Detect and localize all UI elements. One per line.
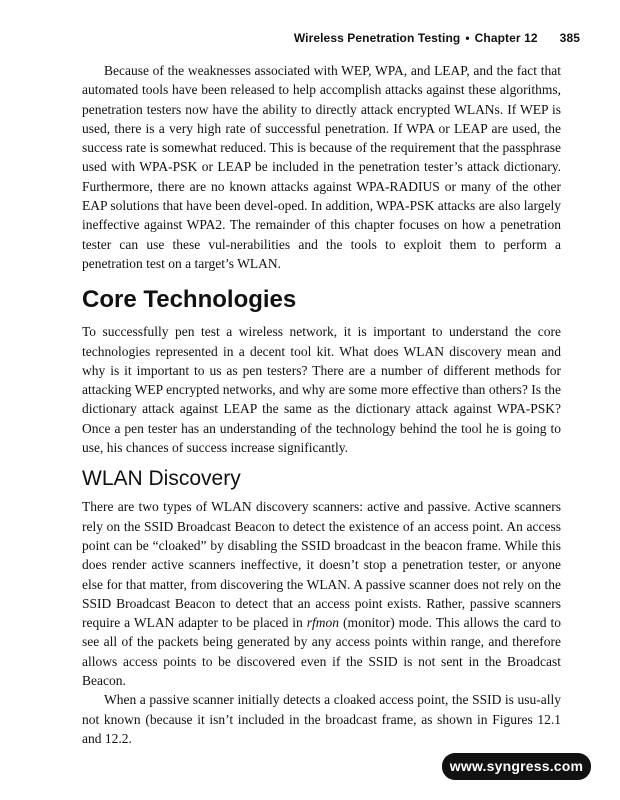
rfmon-term: rfmon <box>306 615 340 631</box>
paragraph-text: (monitor) mode. This allows the card to see all of the packets being generated by any access points within range, and therefore allows access points to be discovered even if the SSID is not sent in the Broadcast Beacon. <box>82 615 561 689</box>
page-number: 385 <box>559 31 580 45</box>
website-badge: www.syngress.com <box>442 753 591 780</box>
running-header <box>294 31 580 45</box>
core-technologies-paragraph: To successfully pen test a wireless network, it is important to understand the core technologies represented in a decent tool kit. What does WLAN discovery mean and why is it important to us as pen testers? There are a number of different methods for attacking WEP encrypted networks, and why are some more effective than others? Is the dictionary attack against LEAP the same as the dictionary attack against WPA-PSK? Once a pen tester has an understanding of the technology behind the tool he is going to use, his chances of success increase significantly. <box>82 324 561 456</box>
header-book-title: Wireless Penetration Testing <box>293 31 461 45</box>
header-separator: • <box>465 31 470 45</box>
intro-paragraph: Because of the weaknesses associated with WEP, WPA, and LEAP, and the fact that automated tools have been released to help accomplish attacks against these algorithms, penetration testers now have the ability to directly attack encrypted WLANs. If WEP is used, there is a very high rate of successful penetration. If WPA or LEAP are used, the success rate is somewhat reduced. This is because of the requirement that the passphrase used with WPA-PSK or LEAP be included in the penetration tester’s attack dictionary. Furthermore, there are no known attacks against WPA-RADIUS or many of the other EAP solutions that have been devel-oped. In addition, WPA-PSK attacks are also largely ineffective against WPA2. The remainder of this chapter focuses on how a penetration tester can use these vul-nerabilities and the tools to exploit them to perform a penetration test on a target’s WLAN. <box>82 63 561 271</box>
section-heading-wlan-discovery: WLAN Discovery <box>82 467 241 491</box>
header-chapter: Chapter 12 <box>474 31 538 45</box>
wlan-discovery-paragraph-2: When a passive scanner initially detects a cloaked access point, the SSID is usu-ally not known (because it isn’t included in the broadcast frame, as shown in Figures 12.1 and 12.2. <box>82 692 561 746</box>
wlan-discovery-paragraph-1 <box>82 497 561 690</box>
page-body <box>82 61 561 748</box>
section-heading-core-technologies: Core Technologies <box>82 286 297 314</box>
paragraph-text: There are two types of WLAN discovery scanners: active and passive. Active scanners rely on the SSID Broadcast Beacon to detect the existence of an access point. An access point can be “cloaked” by disabling the SSID broadcast in the beacon frame. While this does render active scanners ineffective, it doesn’t stop a penetration tester, or anyone else for that matter, from discovering the WLAN. A passive scanner does not rely on the SSID Broadcast Beacon to detect that an access point exists. Rather, passive scanners require a WLAN adapter to be placed in <box>82 499 561 631</box>
